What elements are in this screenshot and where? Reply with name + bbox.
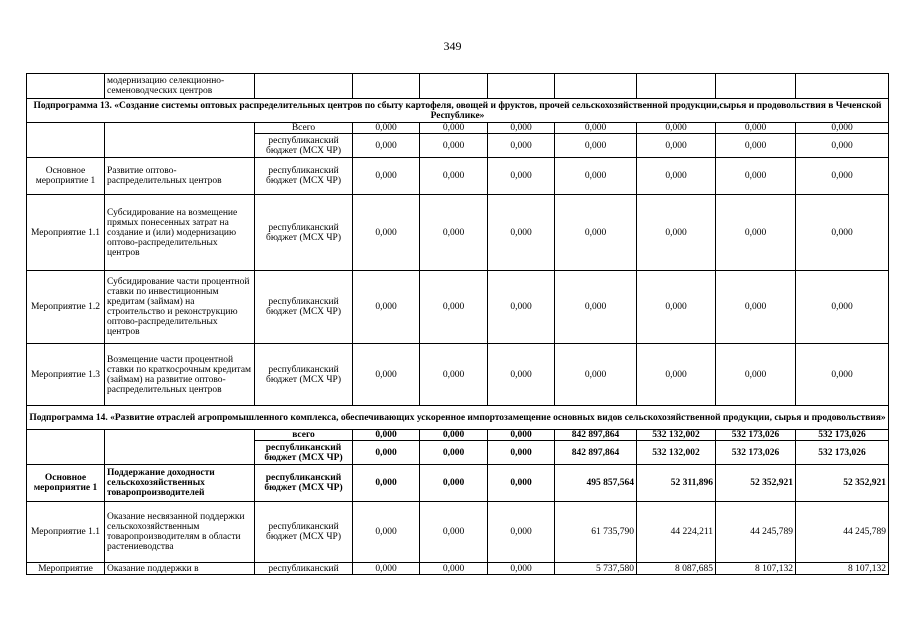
activity-name: Субсидирование части процентной ставки по инвестиционным кредитам (займам) на строительство и реконструкцию оптово-распределительных центров — [105, 271, 255, 344]
value-cell: 532 173,026 — [796, 430, 889, 441]
funding-source: республиканский бюджет (МСХ ЧР) — [255, 344, 353, 406]
value-cell: 0,000 — [353, 134, 420, 158]
value-cell: 0,000 — [488, 271, 555, 344]
value-cell: 0,000 — [637, 123, 716, 134]
funding-source: республиканский бюджет (МСХ ЧР) — [255, 271, 353, 344]
value-cell: 0,000 — [420, 195, 488, 271]
value-cell: 5 737,580 — [555, 563, 637, 575]
funding-source: республиканский бюджет (МСХ ЧР) — [255, 158, 353, 195]
value-cell: 0,000 — [353, 158, 420, 195]
value-cell: 0,000 — [353, 465, 420, 502]
table-row — [27, 563, 889, 575]
value-cell: 0,000 — [716, 134, 796, 158]
activity-label: Мероприятие 1.3 — [27, 344, 105, 406]
activity-name: Оказание поддержки в — [105, 563, 255, 575]
funding-source: республиканский бюджет (МСХ ЧР) — [255, 441, 353, 465]
value-cell: 0,000 — [420, 158, 488, 195]
value-cell: 0,000 — [420, 563, 488, 575]
value-cell: 0,000 — [488, 465, 555, 502]
value-cell: 0,000 — [420, 123, 488, 134]
value-cell: 532 132,002 — [637, 430, 716, 441]
value-cell: 44 224,211 — [637, 502, 716, 563]
value-cell: 0,000 — [555, 158, 637, 195]
value-cell: 0,000 — [488, 563, 555, 575]
value-cell: 0,000 — [488, 195, 555, 271]
value-cell: 0,000 — [637, 344, 716, 406]
value-cell: 0,000 — [716, 158, 796, 195]
value-cell: 0,000 — [796, 195, 889, 271]
value-cell: 0,000 — [796, 271, 889, 344]
value-cell: 0,000 — [353, 271, 420, 344]
value-cell: 52 352,921 — [796, 465, 889, 502]
subprogram-title: Подпрограмма 13. «Создание системы оптовых распределительных центров по сбыту картофеля, овощей и фруктов, прочей сельскохозяйственной продукции,сырья и продовольствия в Чеченской Республике» — [27, 99, 889, 123]
value-cell: 532 132,002 — [637, 441, 716, 465]
value-cell: 0,000 — [637, 134, 716, 158]
value-cell: 0,000 — [555, 123, 637, 134]
value-cell: 8 107,132 — [716, 563, 796, 575]
value-cell: 44 245,789 — [716, 502, 796, 563]
activity-name: Поддержание доходности сельскохозяйственных товаропроизводителей — [105, 465, 255, 502]
activity-name: Оказание несвязанной поддержки сельскохозяйственным товаропроизводителям в области растениеводства — [105, 502, 255, 563]
value-cell: 0,000 — [488, 123, 555, 134]
table-row — [27, 465, 889, 502]
table-row — [27, 344, 889, 406]
funding-source: республиканский бюджет (МСХ ЧР) — [255, 465, 353, 502]
value-cell: 0,000 — [796, 123, 889, 134]
activity-name: Субсидирование на возмещение прямых понесенных затрат на создание и (или) модернизацию оптово-распределительных центров — [105, 195, 255, 271]
value-cell: 0,000 — [353, 563, 420, 575]
value-cell: 0,000 — [637, 271, 716, 344]
value-cell: 0,000 — [716, 344, 796, 406]
value-cell: 532 173,026 — [716, 441, 796, 465]
activity-label: Мероприятие 1.1 — [27, 195, 105, 271]
funding-source: республиканский бюджет (МСХ ЧР) — [255, 195, 353, 271]
funding-source: республиканский — [255, 563, 353, 575]
value-cell: 495 857,564 — [555, 465, 637, 502]
value-cell: 0,000 — [488, 158, 555, 195]
budget-table — [26, 73, 889, 575]
table-row — [27, 123, 889, 134]
value-cell: 0,000 — [353, 430, 420, 441]
funding-source: всего — [255, 430, 353, 441]
value-cell: 0,000 — [796, 158, 889, 195]
activity-name: Возмещение части процентной ставки по краткосрочным кредитам (займам) на развитие оптово-распределительных центров — [105, 344, 255, 406]
value-cell: 532 173,026 — [716, 430, 796, 441]
value-cell: 0,000 — [555, 134, 637, 158]
value-cell: 0,000 — [353, 195, 420, 271]
value-cell: 0,000 — [353, 344, 420, 406]
value-cell: 0,000 — [555, 344, 637, 406]
value-cell: 842 897,864 — [555, 430, 637, 441]
value-cell: 8 087,685 — [637, 563, 716, 575]
value-cell: 0,000 — [796, 344, 889, 406]
value-cell: 0,000 — [353, 123, 420, 134]
value-cell: 0,000 — [488, 430, 555, 441]
value-cell: 0,000 — [555, 271, 637, 344]
value-cell: 0,000 — [353, 441, 420, 465]
value-cell: 0,000 — [716, 195, 796, 271]
table-row — [27, 430, 889, 441]
value-cell: 0,000 — [637, 195, 716, 271]
activity-label: Мероприятие 1.2 — [27, 271, 105, 344]
value-cell: 0,000 — [420, 271, 488, 344]
value-cell: 0,000 — [420, 430, 488, 441]
activity-name: модернизацию селекционно-семеноводческих центров — [105, 74, 255, 99]
funding-source: Всего — [255, 123, 353, 134]
table-row — [27, 158, 889, 195]
value-cell: 61 735,790 — [555, 502, 637, 563]
subprogram-header — [27, 406, 889, 430]
funding-source: республиканский бюджет (МСХ ЧР) — [255, 502, 353, 563]
value-cell: 532 173,026 — [796, 441, 889, 465]
subprogram-header — [27, 99, 889, 123]
value-cell: 0,000 — [420, 344, 488, 406]
value-cell: 0,000 — [796, 134, 889, 158]
value-cell: 44 245,789 — [796, 502, 889, 563]
value-cell: 0,000 — [716, 123, 796, 134]
value-cell: 0,000 — [716, 271, 796, 344]
value-cell: 0,000 — [488, 344, 555, 406]
value-cell: 0,000 — [420, 441, 488, 465]
value-cell: 0,000 — [637, 158, 716, 195]
table-row — [27, 271, 889, 344]
activity-label: Основное мероприятие 1 — [27, 158, 105, 195]
table-row — [27, 195, 889, 271]
value-cell: 0,000 — [420, 502, 488, 563]
value-cell: 8 107,132 — [796, 563, 889, 575]
subprogram-title: Подпрограмма 14. «Развитие отраслей агропромышленного комплекса, обеспечивающих ускоренное импортозамещение основных видов сельскохозяйственной продукции, сырья и продовольствия» — [27, 406, 889, 430]
value-cell: 0,000 — [353, 502, 420, 563]
value-cell: 0,000 — [488, 134, 555, 158]
value-cell: 842 897,864 — [555, 441, 637, 465]
activity-label: Мероприятие 1.1 — [27, 502, 105, 563]
activity-label: Мероприятие — [27, 563, 105, 575]
activity-label: Основное мероприятие 1 — [27, 465, 105, 502]
value-cell: 52 352,921 — [716, 465, 796, 502]
value-cell: 0,000 — [488, 441, 555, 465]
value-cell: 0,000 — [420, 134, 488, 158]
value-cell: 0,000 — [488, 502, 555, 563]
table-row — [27, 74, 889, 99]
page-number: 349 — [443, 39, 462, 53]
value-cell: 0,000 — [555, 195, 637, 271]
funding-source: республиканский бюджет (МСХ ЧР) — [255, 134, 353, 158]
value-cell: 0,000 — [420, 465, 488, 502]
value-cell: 52 311,896 — [637, 465, 716, 502]
table-row — [27, 502, 889, 563]
activity-name: Развитие оптово-распределительных центров — [105, 158, 255, 195]
